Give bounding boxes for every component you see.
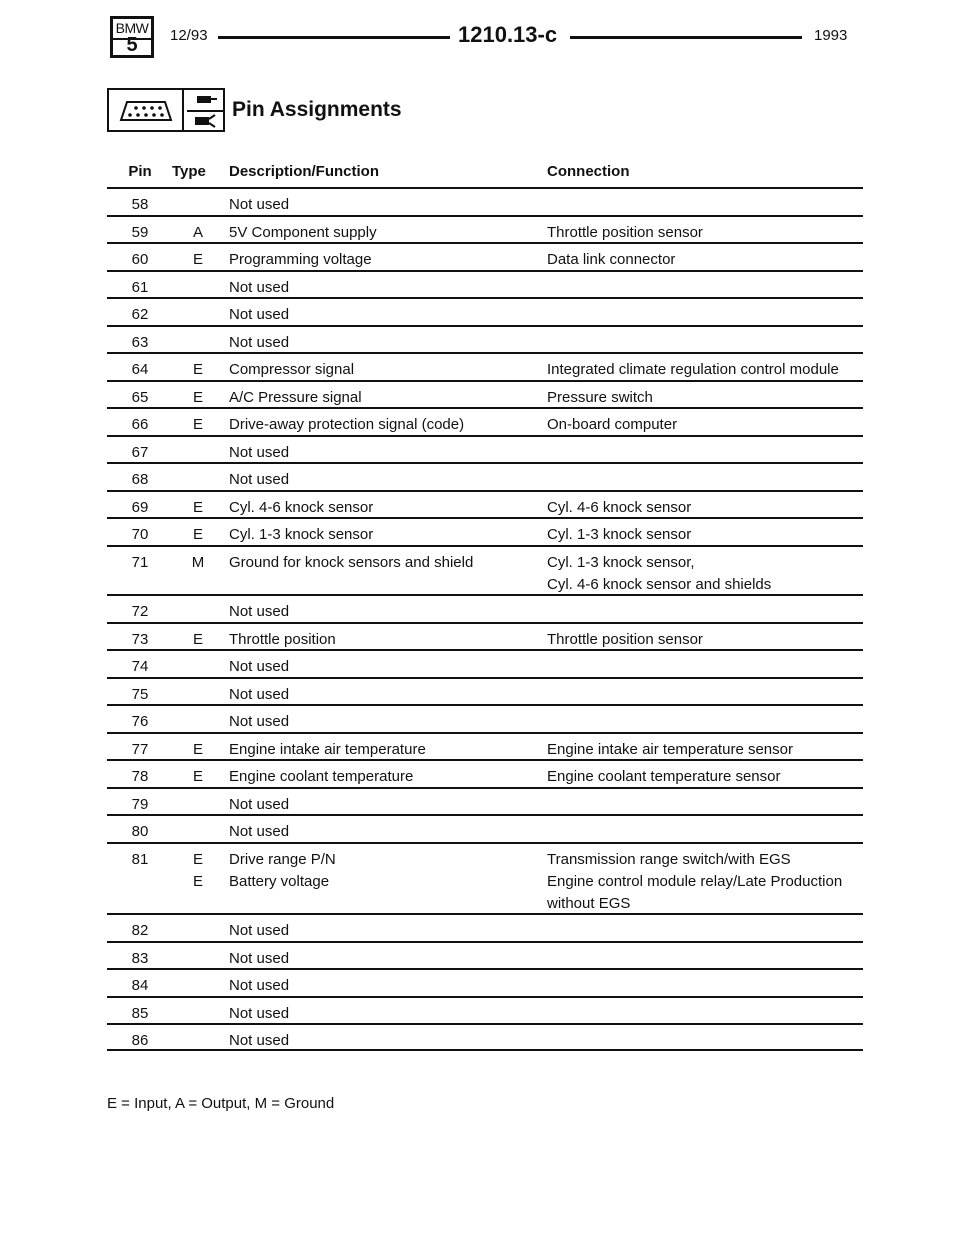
table-row	[107, 842, 863, 914]
pin-description: Not used	[229, 443, 290, 461]
pin-connection: Integrated climate regulation control module	[547, 361, 839, 378]
pin-connection: Throttle position sensor	[547, 223, 703, 241]
pin-connection: without EGS	[547, 894, 631, 912]
table-row	[107, 380, 863, 408]
pin-connection: Engine intake air temperature sensor	[547, 740, 793, 758]
pin-number: 62	[131, 306, 149, 323]
table-row	[107, 759, 863, 787]
pin-connection: Pressure switch	[547, 388, 653, 406]
pin-description: Not used	[229, 1032, 290, 1049]
pin-type: E	[192, 630, 203, 648]
table-row	[107, 545, 863, 595]
logo-brand-text: BMW	[113, 19, 151, 40]
pin-description: Engine intake air temperature	[229, 740, 426, 758]
table-row	[107, 732, 863, 760]
pin-connection: Cyl. 4-6 knock sensor	[547, 498, 692, 516]
pin-number: 70	[131, 526, 149, 543]
table-row	[107, 704, 863, 732]
table-row	[107, 787, 863, 815]
header-date: 12/93	[170, 27, 208, 44]
pin-type: E	[192, 740, 203, 758]
pin-number: 78	[131, 768, 149, 785]
table-row	[107, 352, 863, 380]
pin-description: Not used	[229, 471, 290, 488]
pin-description: Not used	[229, 196, 290, 213]
table-row	[107, 517, 863, 545]
pin-number: 59	[131, 223, 149, 241]
pin-description: Not used	[229, 977, 290, 994]
pin-number: 76	[131, 713, 149, 730]
column-header-type: Type	[172, 163, 206, 180]
pin-description: A/C Pressure signal	[229, 388, 362, 406]
pin-description: Cyl. 4-6 knock sensor	[229, 498, 374, 516]
pin-description: Not used	[229, 306, 290, 323]
table-row	[107, 490, 863, 518]
table-row	[107, 622, 863, 650]
table-row	[107, 270, 863, 298]
table-row	[107, 297, 863, 325]
pin-number: 67	[131, 443, 149, 461]
pin-type: E	[192, 416, 203, 433]
section-icons	[107, 88, 225, 132]
table-row	[107, 407, 863, 435]
pin-connection: Data link connector	[547, 251, 676, 268]
pin-number: 71	[131, 553, 149, 571]
pin-description: Not used	[229, 823, 290, 840]
pin-number: 58	[131, 196, 149, 213]
pin-number: 83	[131, 949, 149, 967]
table-row	[107, 913, 863, 941]
table-row	[107, 996, 863, 1024]
pin-connection: Transmission range switch/with EGS	[547, 850, 791, 868]
table-row	[107, 325, 863, 353]
pin-number: 64	[131, 361, 149, 378]
pin-description: Not used	[229, 603, 290, 620]
pin-description: Cyl. 1-3 knock sensor	[229, 526, 374, 543]
pin-description: Compressor signal	[229, 361, 355, 378]
plug-socket-icon	[187, 92, 223, 130]
pin-number: 80	[131, 823, 149, 840]
pin-description: Battery voltage	[229, 872, 330, 890]
pin-description: 5V Component supply	[229, 223, 377, 241]
pin-description: Not used	[229, 922, 290, 939]
pin-connection: Cyl. 1-3 knock sensor	[547, 526, 692, 543]
document-code: 1210.13-c	[458, 22, 558, 47]
pin-description: Throttle position	[229, 630, 336, 648]
table-row	[107, 968, 863, 996]
pin-number: 66	[131, 416, 149, 433]
pin-description: Drive-away protection signal (code)	[229, 416, 465, 433]
pin-description: Not used	[229, 1004, 290, 1022]
pin-type: A	[192, 223, 203, 241]
table-row	[107, 462, 863, 490]
pin-description: Programming voltage	[229, 251, 372, 268]
pin-type: E	[192, 361, 203, 378]
pin-connection: Engine coolant temperature sensor	[547, 768, 781, 785]
bmw-5-logo	[110, 16, 154, 58]
pin-number: 86	[131, 1032, 149, 1049]
table-row	[107, 242, 863, 270]
type-legend-footnote: E = Input, A = Output, M = Ground	[107, 1095, 335, 1112]
table-row	[107, 814, 863, 842]
pin-description: Not used	[229, 949, 290, 967]
pin-description: Not used	[229, 333, 290, 351]
pin-type: E	[192, 850, 203, 868]
pin-description: Ground for knock sensors and shield	[229, 553, 474, 571]
pin-description: Drive range P/N	[229, 850, 336, 868]
column-header-description: Description/Function	[229, 163, 379, 180]
pin-number: 77	[131, 740, 149, 758]
pin-connection: On-board computer	[547, 416, 678, 433]
pin-description: Not used	[229, 658, 290, 675]
pin-number: 81	[131, 850, 149, 868]
pin-description: Engine coolant temperature	[229, 768, 414, 785]
pin-number: 79	[131, 795, 149, 813]
pin-description: Not used	[229, 685, 290, 703]
pin-number: 60	[131, 251, 149, 268]
pin-connection: Throttle position sensor	[547, 630, 703, 648]
pin-number: 75	[131, 685, 149, 703]
pin-description: Not used	[229, 713, 290, 730]
table-row	[107, 941, 863, 969]
pin-connection: Engine control module relay/Late Production	[547, 872, 843, 890]
pin-type: E	[192, 872, 203, 890]
column-header-connection: Connection	[547, 163, 630, 180]
pin-number: 69	[131, 498, 149, 516]
table-row	[107, 435, 863, 463]
pin-number: 73	[131, 630, 149, 648]
header-rule-left	[218, 36, 450, 39]
pin-type: M	[191, 553, 205, 571]
pin-number: 72	[131, 603, 149, 620]
pin-number: 65	[131, 388, 149, 406]
header-rule-right	[570, 36, 802, 39]
pin-type: E	[192, 526, 203, 543]
pin-number: 84	[131, 977, 149, 994]
header-year: 1993	[814, 27, 848, 44]
logo-series-text: 5	[126, 34, 138, 56]
pin-number: 61	[131, 278, 149, 296]
pin-assignment-table	[107, 187, 863, 1051]
pin-number: 82	[131, 922, 149, 939]
pin-type: E	[192, 498, 203, 516]
pin-type: E	[192, 768, 203, 785]
pin-description: Not used	[229, 278, 290, 296]
pin-connection: Cyl. 4-6 knock sensor and shields	[547, 575, 772, 593]
table-row	[107, 187, 863, 215]
column-header-pin: Pin	[128, 163, 152, 180]
table-row	[107, 215, 863, 243]
pin-number: 74	[131, 658, 149, 675]
table-row	[107, 1023, 863, 1051]
pin-connection: Cyl. 1-3 knock sensor,	[547, 553, 695, 571]
pin-type: E	[192, 251, 203, 268]
pin-number: 68	[131, 471, 149, 488]
icon-divider	[182, 90, 184, 130]
pin-description: Not used	[229, 795, 290, 813]
pin-number: 63	[131, 333, 149, 351]
pin-type: E	[192, 388, 203, 406]
table-row	[107, 594, 863, 622]
section-title: Pin Assignments	[232, 98, 402, 121]
table-row	[107, 677, 863, 705]
table-row	[107, 649, 863, 677]
pin-number: 85	[131, 1004, 149, 1022]
connector-icon	[119, 100, 173, 122]
